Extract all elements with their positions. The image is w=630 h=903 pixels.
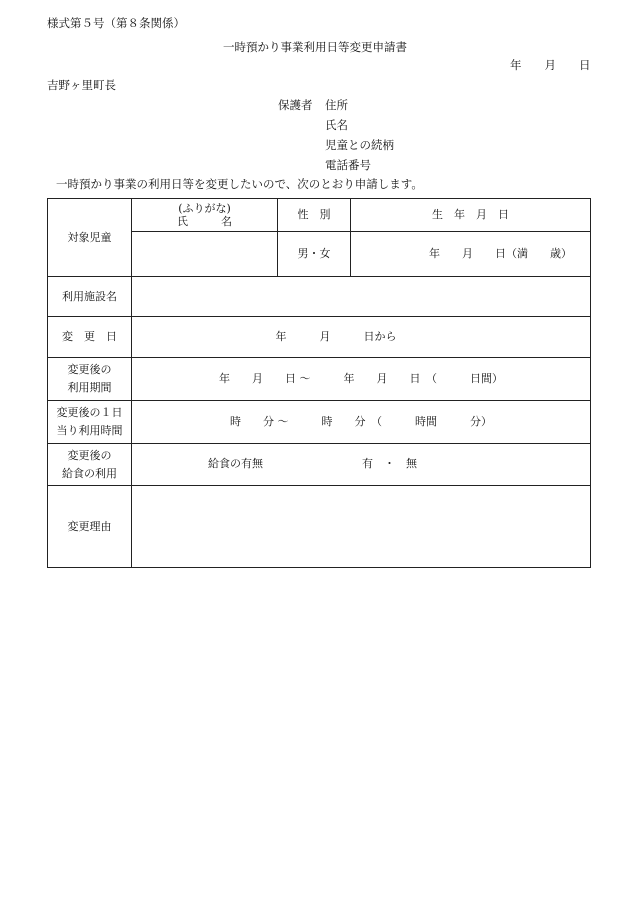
meal-label-cell: 変更後の 給食の利用 xyxy=(48,444,132,486)
daily-time-field[interactable]: 時 分 ～ 時 分 （ 時間 分） xyxy=(132,401,591,444)
period-label-cell: 変更後の 利用期間 xyxy=(48,358,132,401)
change-date-row xyxy=(48,317,591,358)
reason-label-cell: 変更理由 xyxy=(48,486,132,568)
furigana-name-header: (ふりがな) 氏 名 xyxy=(132,199,278,232)
facility-field[interactable] xyxy=(132,277,591,317)
addressee: 吉野ヶ里町長 xyxy=(47,78,116,92)
relation-label: 児童との続柄 xyxy=(325,138,394,152)
period-row xyxy=(48,358,591,401)
application-table xyxy=(47,198,591,568)
facility-label-cell: 利用施設名 xyxy=(48,277,132,317)
facility-row xyxy=(48,277,591,317)
child-label-cell: 対象児童 xyxy=(48,199,132,277)
meal-choice[interactable]: 有 ・ 無 xyxy=(362,457,417,470)
address-label: 住所 xyxy=(325,98,348,112)
reason-field[interactable] xyxy=(132,486,591,568)
document-title: 一時預かり事業利用日等変更申請書 xyxy=(223,40,407,54)
meal-row xyxy=(48,444,591,486)
change-date-field[interactable]: 年 月 日から xyxy=(132,317,591,358)
applicant-name-label: 氏名 xyxy=(325,118,348,132)
sex-field[interactable]: 男・女 xyxy=(278,232,351,277)
child-name-field[interactable] xyxy=(132,232,278,277)
birth-field[interactable]: 年 月 日（満 歳） xyxy=(351,232,591,277)
meal-field[interactable] xyxy=(132,444,591,486)
daily-time-row xyxy=(48,401,591,444)
daily-time-label-cell: 変更後の１日 当り利用時間 xyxy=(48,401,132,444)
change-date-label-cell: 変 更 日 xyxy=(48,317,132,358)
child-header-row xyxy=(48,199,591,232)
guardian-label: 保護者 xyxy=(278,98,313,112)
period-field[interactable]: 年 月 日 ～ 年 月 日 （ 日間） xyxy=(132,358,591,401)
sex-header: 性 別 xyxy=(278,199,351,232)
reason-row xyxy=(48,486,591,568)
application-date: 年 月 日 xyxy=(510,58,591,72)
intro-text: 一時預かり事業の利用日等を変更したいので、次のとおり申請します。 xyxy=(56,177,423,191)
phone-label: 電話番号 xyxy=(325,158,371,172)
form-number: 様式第５号（第８条関係） xyxy=(47,16,185,30)
birth-header: 生 年 月 日 xyxy=(351,199,591,232)
meal-item-label: 給食の有無 xyxy=(208,457,263,470)
